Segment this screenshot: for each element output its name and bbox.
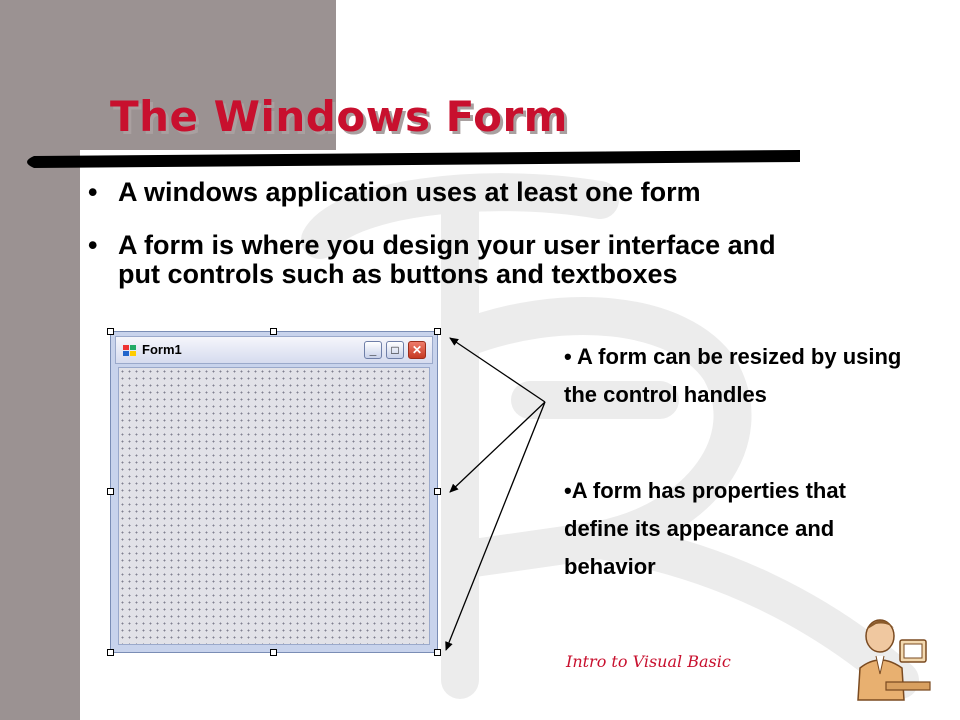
maximize-icon[interactable]: □ (386, 341, 404, 359)
bullet-marker: • (88, 230, 98, 260)
minimize-icon[interactable]: _ (364, 341, 382, 359)
office-worker-clipart (846, 612, 932, 702)
bullet-marker: • (88, 177, 98, 207)
slide-title: The Windows Form (110, 92, 568, 141)
bullet-text: A form is where you design your user interface and put controls such as buttons and textboxes (118, 230, 776, 289)
arrow-to-bottom-right-handle (446, 402, 545, 650)
bullet-text: A windows application uses at least one form (118, 177, 701, 207)
note-marker: • (564, 344, 572, 369)
slide-footer: Intro to Visual Basic (566, 652, 731, 671)
form-window-title: Form1 (142, 342, 182, 357)
arrow-to-right-handle (450, 402, 545, 492)
note-text: A form can be resized by using the control handles (564, 344, 902, 407)
note-marker: • (564, 478, 572, 503)
close-icon[interactable]: ✕ (408, 341, 426, 359)
note-item (564, 472, 904, 586)
note-item (564, 338, 904, 414)
note-text: A form has properties that define its appearance and behavior (564, 478, 846, 579)
arrow-to-top-right-handle (450, 338, 545, 402)
